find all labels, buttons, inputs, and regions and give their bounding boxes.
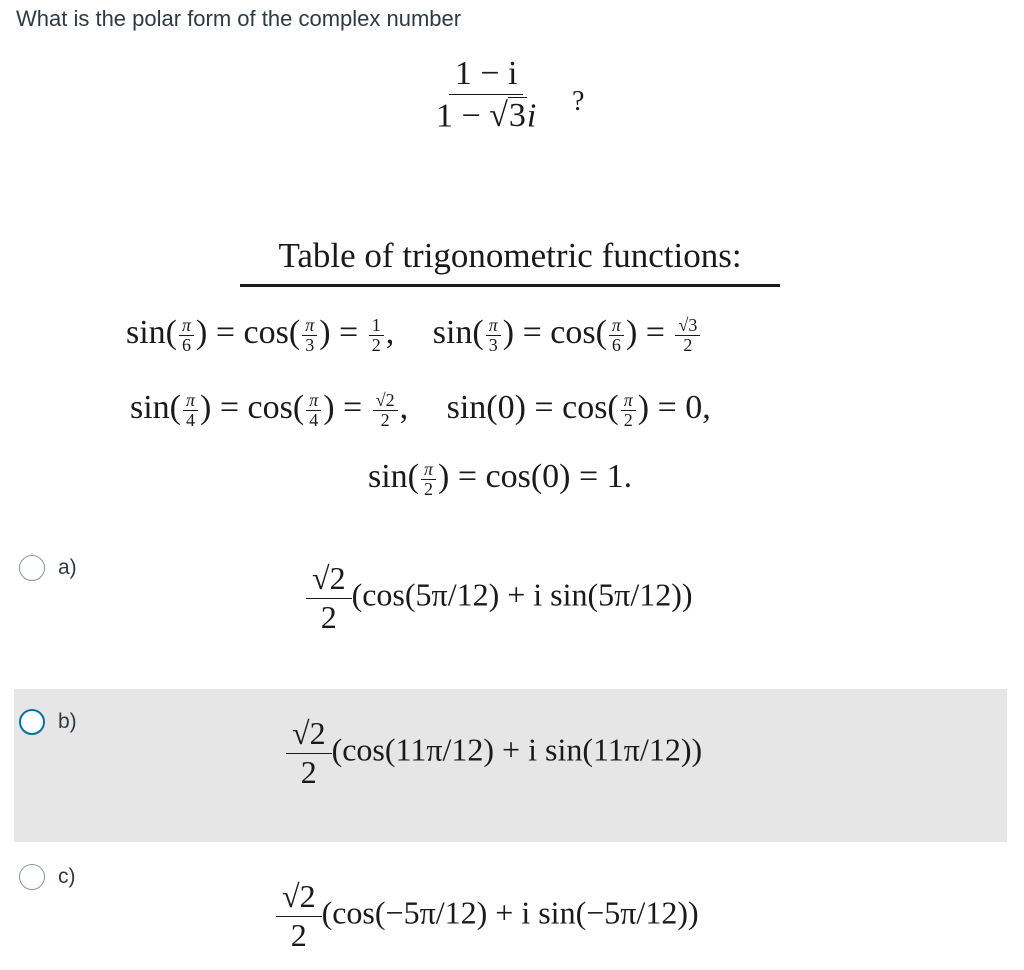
fraction-num: √2 xyxy=(306,562,352,599)
option-expression xyxy=(286,717,702,789)
fraction-den: 2 xyxy=(300,753,317,790)
fraction-den: 2 xyxy=(290,916,307,953)
trig-row-3 xyxy=(368,458,632,499)
fraction-den: 2 xyxy=(380,409,390,430)
fraction xyxy=(486,316,501,355)
fraction-denominator xyxy=(430,95,542,134)
text: ) = cos( xyxy=(502,314,607,351)
coefficient-fraction xyxy=(276,880,322,952)
fraction-den: 2 xyxy=(683,334,693,355)
text: sin( xyxy=(130,389,181,426)
fraction-num: π xyxy=(179,316,194,336)
text: ) = cos( xyxy=(196,314,301,351)
answer-option-a[interactable] xyxy=(14,540,1007,690)
option-expression xyxy=(276,880,699,952)
table-title: Table of trigonometric functions: xyxy=(240,236,780,287)
fraction-num: π xyxy=(609,316,624,336)
coefficient-fraction xyxy=(286,717,332,789)
fraction-den: 3 xyxy=(305,334,315,355)
text: ) = 0, xyxy=(637,389,711,426)
fraction-den: 3 xyxy=(488,334,498,355)
option-label: b) xyxy=(58,710,77,733)
radio-button-a[interactable] xyxy=(19,555,45,581)
fraction-num: π xyxy=(486,316,501,336)
complex-fraction xyxy=(430,56,542,134)
fraction-num: π xyxy=(621,391,636,411)
radio-button-c[interactable] xyxy=(19,864,45,890)
question-mark: ? xyxy=(572,86,585,117)
answer-option-c[interactable] xyxy=(14,850,1007,970)
polar-expression: (cos(5π/12) + i sin(5π/12)) xyxy=(351,576,693,613)
answer-option-b[interactable] xyxy=(14,689,1007,842)
polar-expression: (cos(11π/12) + i sin(11π/12)) xyxy=(331,731,703,768)
fraction-num: π xyxy=(421,460,436,480)
coefficient-fraction xyxy=(306,562,352,634)
separator: , xyxy=(385,314,395,351)
sqrt-expression xyxy=(489,97,527,134)
trig-row-2 xyxy=(130,389,711,430)
fraction-num: √2 xyxy=(373,391,398,411)
fraction-den: 4 xyxy=(186,409,196,430)
fraction xyxy=(306,391,321,430)
text: sin( xyxy=(126,314,177,351)
radical-sign: √ xyxy=(489,97,508,135)
text: ) = xyxy=(319,314,359,351)
fraction-den: 4 xyxy=(309,409,319,430)
text: sin( xyxy=(432,314,484,351)
trig-row-1 xyxy=(126,314,702,355)
value-fraction xyxy=(373,391,398,430)
text: sin(0) = cos( xyxy=(446,389,619,426)
question-text: What is the polar form of the complex number xyxy=(16,6,462,31)
fraction-numerator: 1 − i xyxy=(449,56,524,95)
text: ) = cos( xyxy=(200,389,305,426)
denominator-prefix: 1 − xyxy=(436,97,481,135)
fraction-den: 6 xyxy=(182,334,192,355)
text: ) = cos(0) = 1. xyxy=(438,458,633,495)
fraction xyxy=(179,316,194,355)
fraction-num: √3 xyxy=(675,316,700,336)
value-fraction xyxy=(369,316,384,355)
fraction xyxy=(609,316,624,355)
value-fraction xyxy=(675,316,700,355)
fraction-num: π xyxy=(306,391,321,411)
option-label: c) xyxy=(58,865,76,888)
option-label: a) xyxy=(58,556,77,579)
fraction-den: 2 xyxy=(371,334,381,355)
fraction-num: 1 xyxy=(369,316,384,336)
text: ) = xyxy=(323,389,363,426)
option-expression xyxy=(306,562,693,634)
fraction xyxy=(421,460,436,499)
fraction-den: 2 xyxy=(320,598,337,635)
fraction-num: √2 xyxy=(276,880,322,917)
denominator-suffix: i xyxy=(526,97,537,135)
fraction-den: 2 xyxy=(623,409,633,430)
radio-button-b[interactable] xyxy=(19,709,45,735)
fraction-num: π xyxy=(183,391,198,411)
text: sin( xyxy=(368,458,419,495)
fraction xyxy=(621,391,636,430)
fraction-den: 6 xyxy=(611,334,621,355)
fraction xyxy=(302,316,317,355)
radicand: 3 xyxy=(508,96,526,134)
fraction-num: π xyxy=(302,316,317,336)
polar-expression: (cos(−5π/12) + i sin(−5π/12)) xyxy=(321,894,699,931)
fraction-den: 2 xyxy=(424,478,434,499)
separator: , xyxy=(399,389,409,426)
fraction-num: √2 xyxy=(286,717,332,754)
fraction xyxy=(183,391,198,430)
text: ) = xyxy=(625,314,665,351)
